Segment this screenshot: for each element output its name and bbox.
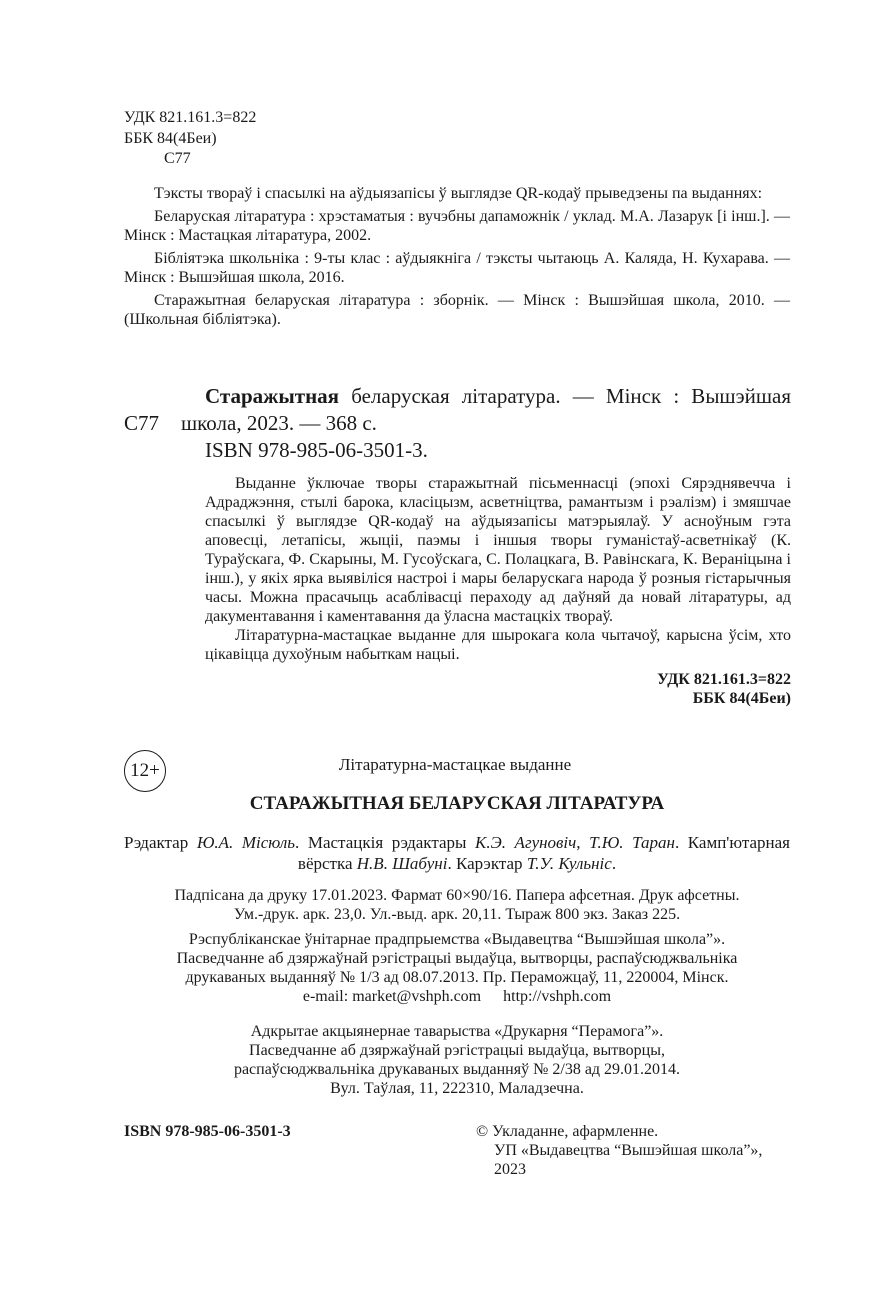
- art-editor-name: Т.Ю. Таран: [589, 833, 675, 852]
- credits-line1: [124, 832, 790, 853]
- proofreader-label: . Карэктар: [447, 854, 527, 873]
- annotation-paragraph: Выданне ўключае творы старажытнай пісьменнасці (эпохі Сярэднявечча і Адраджэння, стылі барока, класіцызм, асветніцтва, рамантызм і рэалізм) і змяшчае спасылкі ў выглядзе QR-кодаў на аўдыязапісы матэрыялаў. У асноўным гэта аповесці, летапісы, жыціі, паэмы і іншыя творы гуманістаў-асветнікаў (К. Тураўскага, Ф. Скарыны, М. Гусоўскага, С. Полацкага, В. Равінскага, К. Вераніцына і інш.), у якіх ярка выявіліся настроі і мары беларускага народа ў розныя гістарычныя часы. Можна прасачыць асаблівасці пераходу ад даўняй да новай літаратуры, ад дакументавання і каментавання да ўласна мастацкіх твораў.: [205, 475, 791, 625]
- email-link[interactable]: e-mail: market@vshph.com: [302, 988, 482, 1005]
- publisher-line: Рэспубліканскае ўнітарнае прадпрыемства «Выдавецтва “Вышэйшая школа”».: [188, 931, 726, 948]
- art-editor-name: К.Э. Агуновіч: [475, 833, 577, 852]
- udk-code: УДК 821.161.3=822: [124, 109, 257, 126]
- editor-label: Рэдактар: [124, 833, 197, 852]
- print-info-line: Падпісана да друку 17.01.2023. Фармат 60×90/16. Папера афсетная. Друк афсетны.: [174, 887, 740, 904]
- annotation-block: [205, 474, 791, 664]
- classification-block: [124, 108, 324, 169]
- layout-label: . Камп'ютарная: [674, 833, 790, 852]
- printer-line: Вул. Таўлая, 11, 222310, Маладзечна.: [330, 1080, 584, 1097]
- print-info: [124, 886, 790, 924]
- proofreader-name: Т.У. Кульніс: [526, 854, 612, 873]
- separator: ,: [576, 833, 590, 852]
- printer-line: Пасведчанне аб дзяржаўнай рэгістрацыі выдаўца, вытворцы,: [249, 1042, 665, 1059]
- record-title-rest: беларуская літаратура. — Мінск : Вышэйшая: [339, 384, 791, 408]
- art-editors-label: . Мастацкія рэдактары: [295, 833, 476, 852]
- record-block: [181, 383, 791, 464]
- main-title: СТАРАЖЫТНАЯ БЕЛАРУСКАЯ ЛІТАРАТУРА: [249, 793, 665, 814]
- record-mark: С77: [124, 411, 160, 435]
- index-udk: УДК 821.161.3=822: [657, 671, 791, 688]
- credits-end: .: [611, 854, 617, 873]
- credits-block: [124, 832, 790, 874]
- layout-name: Н.В. Шабуні: [356, 854, 448, 873]
- annotation-paragraph: Літаратурна-мастацкае выданне для шырокага кола чытачоў, карысна ўсім, хто цікавіцца духоўным набыткам нацыі.: [205, 627, 791, 663]
- bbk-code: ББК 84(4Беи): [124, 130, 217, 147]
- web-link[interactable]: http://vshph.com: [503, 988, 612, 1005]
- publisher-line: Пасведчанне аб дзяржаўнай рэгістрацыі выдаўца, вытворцы, распаўсюджвальніка: [176, 950, 738, 967]
- contacts-line: [124, 987, 790, 1006]
- publisher-block: [124, 930, 790, 1006]
- copyright-line: 2023: [494, 1161, 526, 1178]
- sources-intro: Тэксты твораў і спасылкі на аўдыязапісы ў выглядзе QR-кодаў прыведзены па выданнях:: [154, 185, 763, 202]
- source-item: Беларуская літаратура : хрэстаматыя : вучэбны дапаможнік / уклад. М.А. Лазарук [і інш.]. — Мінск : Мастацкая літаратура, 2002.: [124, 208, 790, 244]
- layout-label: вёрстка: [297, 854, 357, 873]
- copyright-line: © Укладанне, афармленне.: [476, 1123, 659, 1140]
- copyright-block: [476, 1122, 796, 1179]
- record-isbn: ISBN 978-985-06-3501-3.: [205, 438, 428, 462]
- age-rating-badge: [124, 750, 166, 792]
- index-bbk: ББК 84(4Беи): [692, 690, 791, 707]
- record-title-bold: Старажытная: [205, 384, 340, 408]
- printer-line: распаўсюджвальніка друкаваных выданняў № 2/38 ад 29.01.2014.: [233, 1061, 681, 1078]
- printer-block: [124, 1022, 790, 1098]
- age-rating-text: 12+: [130, 760, 160, 781]
- source-item: Старажытная беларуская літаратура : зборнік. — Мінск : Вышэйшая школа, 2010. — (Школьная бібліятэка).: [124, 292, 790, 328]
- copyright-line: УП «Выдавецтва “Вышэйшая школа”»,: [494, 1142, 763, 1159]
- index-right: [500, 670, 791, 708]
- editor-name: Ю.А. Місюль: [196, 833, 295, 852]
- printer-line: Адкрытае акцыянернае таварыства «Друкарня “Перамога”».: [250, 1023, 664, 1040]
- publisher-line: друкаваных выданняў № 1/3 ад 08.07.2013. Пр. Пераможцаў, 11, 220004, Мінск.: [185, 969, 729, 986]
- credits-line2: [124, 853, 790, 874]
- record-line2: школа, 2023. — 368 с.: [181, 411, 377, 435]
- print-info-line: Ум.-друк. арк. 23,0. Ул.-выд. арк. 20,11. Тыраж 800 экз. Заказ 225.: [233, 906, 681, 923]
- sources-block: [124, 184, 790, 329]
- edition-type: Літаратурна-мастацкае выданне: [338, 755, 572, 774]
- author-mark: С77: [164, 150, 191, 167]
- footer-isbn: ISBN 978-985-06-3501-3: [124, 1123, 291, 1140]
- record-title: [205, 383, 791, 410]
- source-item: Бібліятэка школьніка : 9-ты клас : аўдыякніга / тэксты чытаюць А. Каляда, Н. Кухарава. — Мінск : Вышэйшая школа, 2016.: [124, 250, 790, 286]
